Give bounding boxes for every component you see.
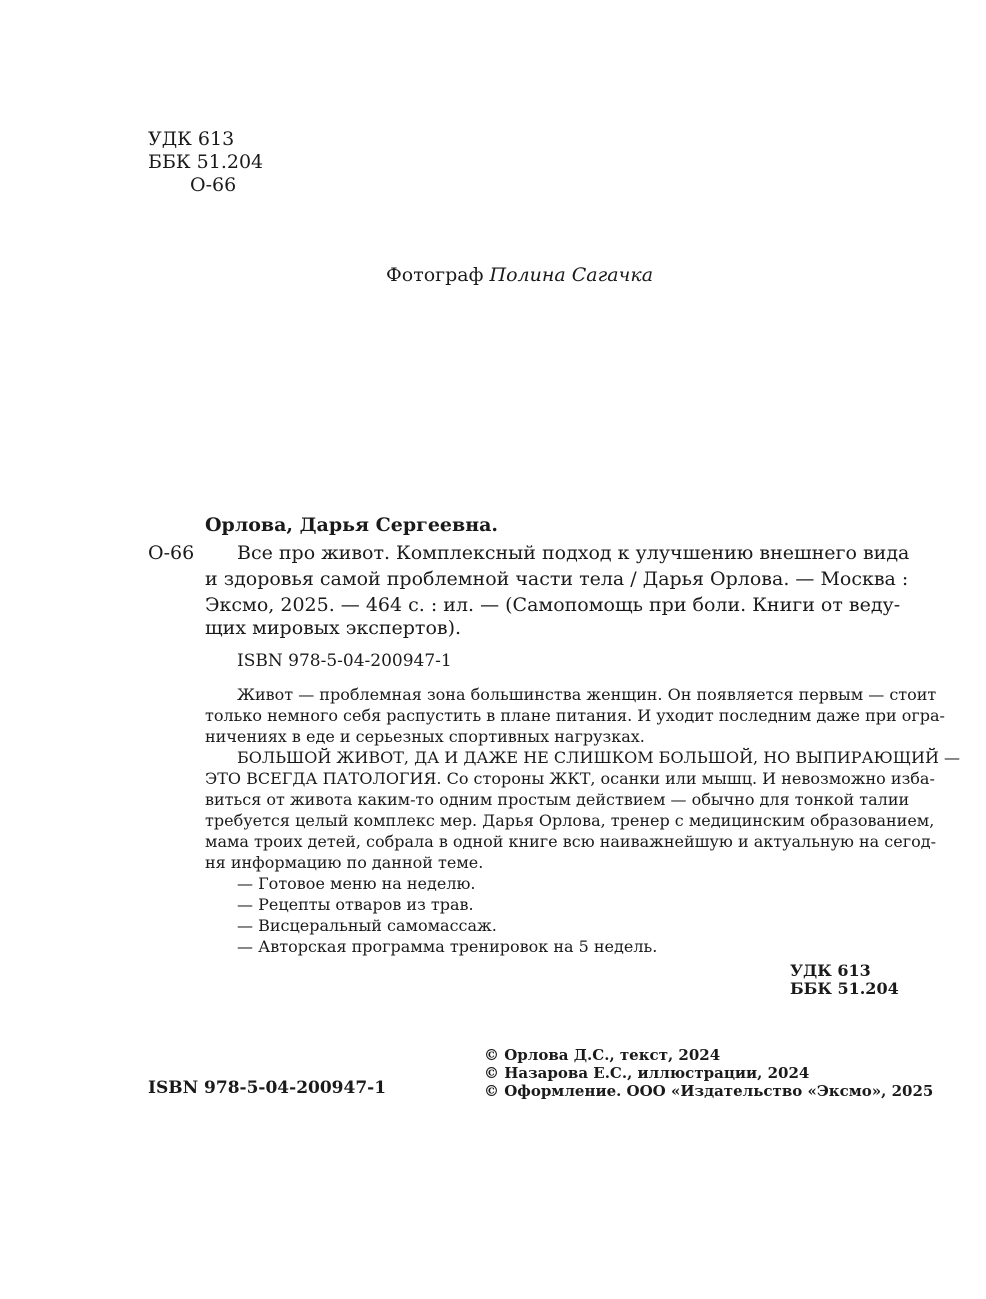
udk-code-right: УДК 613: [790, 961, 871, 980]
entry-line-2: и здоровья самой проблемной части тела / Дарья Орлова. — Москва :: [205, 568, 909, 590]
bullet-item: — Висцеральный самомассаж.: [237, 916, 497, 935]
annotation-p2-line-6: ня информацию по данной теме.: [205, 853, 484, 872]
annotation-p1-line-2: только немного себя распустить в плане питания. И уходит последним даже при огра-: [205, 706, 945, 725]
entry-author: Орлова, Дарья Сергеевна.: [205, 514, 499, 536]
bullet-item: — Готовое меню на неделю.: [237, 874, 476, 893]
entry-line-4: щих мировых экспертов).: [205, 617, 462, 639]
photographer-label: Фотограф: [386, 264, 484, 286]
entry-mark: О-66: [148, 542, 195, 564]
photographer-name: Полина Сагачка: [489, 264, 654, 286]
annotation-p2-line-4: требуется целый комплекс мер. Дарья Орлова, тренер с медицинским образованием,: [205, 811, 935, 830]
author-mark: О-66: [190, 174, 237, 196]
bullet-item: — Рецепты отваров из трав.: [237, 895, 474, 914]
annotation-p2-line-3: виться от живота каким-то одним простым действием — обычно для тонкой талии: [205, 790, 910, 809]
udk-code: УДК 613: [148, 128, 235, 150]
entry-line-1: Все про живот. Комплексный подход к улучшению внешнего вида: [237, 542, 910, 564]
entry-line-3: Эксмо, 2025. — 464 с. : ил. — (Самопомощь при боли. Книги от веду-: [205, 594, 901, 616]
bbk-code-right: ББК 51.204: [790, 979, 899, 998]
copyright-line: © Орлова Д.С., текст, 2024: [484, 1046, 721, 1064]
copyright-line: © Оформление. ООО «Издательство «Эксмо», 2025: [484, 1082, 934, 1100]
annotation-p2-line-2: ЭТО ВСЕГДА ПАТОЛОГИЯ. Со стороны ЖКТ, осанки или мышц. И невозможно изба-: [205, 769, 935, 788]
annotation-p2-line-5: мама троих детей, собрала в одной книге всю наиважнейшую и актуальную на сегод-: [205, 832, 936, 851]
bullet-item: — Авторская программа тренировок на 5 недель.: [237, 937, 658, 956]
annotation-p2-line-1: БОЛЬШОЙ ЖИВОТ, ДА И ДАЖЕ НЕ СЛИШКОМ БОЛЬШОЙ, НО ВЫПИРАЮЩИЙ —: [237, 748, 960, 767]
footer-isbn: ISBN 978-5-04-200947-1: [148, 1078, 387, 1098]
entry-isbn: ISBN 978-5-04-200947-1: [237, 651, 452, 671]
annotation-p1-line-1: Живот — проблемная зона большинства женщин. Он появляется первым — стоит: [237, 685, 937, 704]
photographer-credit: [386, 264, 653, 286]
copyright-line: © Назарова Е.С., иллюстрации, 2024: [484, 1064, 810, 1082]
annotation-p1-line-3: ничениях в еде и серьезных спортивных нагрузках.: [205, 727, 645, 746]
bbk-code: ББК 51.204: [148, 151, 264, 173]
